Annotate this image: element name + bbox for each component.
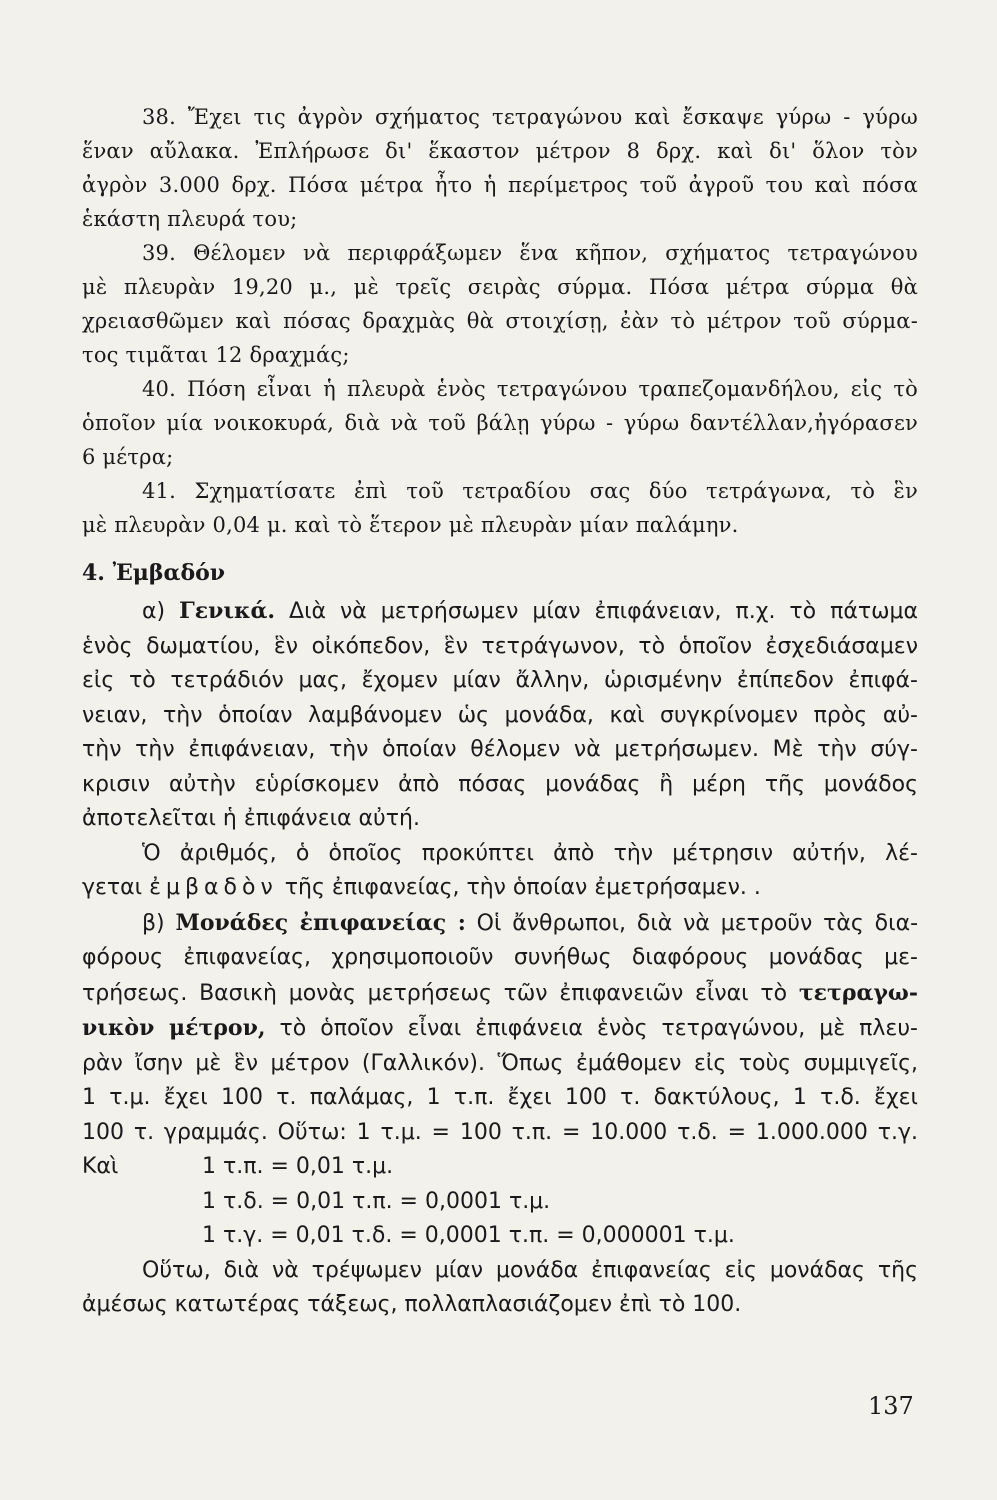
equation: 1 τ.γ. = 0,01 τ.δ. = 0,0001 τ.π. = 0,000001 τ.μ.: [202, 1223, 735, 1248]
equation-row: [82, 1219, 918, 1254]
page-number: 137: [868, 1392, 914, 1420]
exercise-41: [82, 474, 918, 542]
para-a-prefix: α): [142, 599, 166, 624]
para-b-line3: τρήσεως. Βασικὴ μονὰς μετρήσεως τῶν ἐπιφανειῶν εἶναι τὸ: [82, 980, 788, 1006]
exercise-line: μὲ πλευρὰν 0,04 μ. καὶ τὸ ἕτερον μὲ πλευρὰν μίαν παλάμην.: [82, 513, 739, 537]
paragraph-line: [82, 906, 918, 942]
paragraph-line: 100 τ. γραμμάς. Οὕτω: 1 τ.μ. = 100 τ.π. = 10.000 τ.δ. = 1.000.000 τ.γ.: [82, 1119, 918, 1145]
exercise-line: 41. Σχηματίσατε ἐπὶ τοῦ τετραδίου σας δύο τετράγωνα, τὸ ἓν: [142, 479, 918, 503]
paragraph-line: τὴν τὴν ἐπιφάνειαν, τὴν ὁποίαν θέλομεν νὰ μετρήσωμεν. Μὲ τὴν σύγ-: [82, 737, 918, 762]
paragraph-line: εἰς τὸ τετράδιόν μας, ἔχομεν μίαν ἄλλην, ὡρισμένην ἐπίπεδον ἐπιφά-: [82, 668, 918, 693]
para-a-pre: γεται: [82, 875, 143, 900]
paragraph-line: νειαν, τὴν ὁποίαν λαμβάνομεν ὡς μονάδα, καὶ συγκρίνομεν πρὸς αὐ-: [82, 702, 918, 728]
para-b-line4: τὸ ὁποῖον εἶναι ἐπιφάνεια ἑνὸς τετραγώνου, μὲ πλευ-: [279, 1016, 918, 1041]
paragraph-line: [82, 1011, 918, 1047]
equation: 1 τ.π. = 0,01 τ.μ.: [202, 1154, 394, 1179]
equation-row: [82, 1185, 918, 1220]
para-a-post: τῆς ἐπιφανείας, τὴν ὁποίαν ἐμετρήσαμεν. .: [284, 875, 761, 900]
paragraph-line: ἀμέσως κατωτέρας τάξεως, πολλαπλασιάζομεν ἐπὶ τὸ 100.: [82, 1292, 742, 1317]
exercise-line: ἀγρὸν 3.000 δρχ. Πόσα μέτρα ἦτο ἡ περίμετρος τοῦ ἀγροῦ του καὶ πόσα: [82, 173, 918, 197]
paragraph-line: ρὰν ἴσην μὲ ἓν μέτρον (Γαλλικόν). Ὅπως ἐμάθομεν εἰς τοὺς συμμιγεῖς,: [82, 1050, 918, 1076]
equations-label: Καὶ: [82, 1154, 119, 1179]
para-b-title: Μονάδες ἐπιφανείας :: [175, 909, 466, 936]
exercise-39: [82, 236, 918, 372]
exercise-line: 6 μέτρα;: [82, 445, 174, 469]
para-b-prefix: β): [142, 910, 165, 936]
para-a-first: Διὰ νὰ μετρήσωμεν μίαν ἐπιφάνειαν, π.χ. τὸ πάτωμα: [289, 599, 919, 624]
paragraph-line: ἑνὸς δωματίου, ἓν οἰκόπεδον, ἓν τετράγωνον, τὸ ὁποῖον ἐσχεδιάσαμεν: [82, 633, 918, 659]
exercise-line: 38. Ἔχει τις ἀγρὸν σχήματος τετραγώνου καὶ ἔσκαψε γύρω - γύρω: [142, 105, 918, 129]
equation: 1 τ.δ. = 0,01 τ.π. = 0,0001 τ.μ.: [202, 1188, 551, 1214]
paragraph-line: ἀποτελεῖται ἡ ἐπιφάνεια αὐτή.: [82, 806, 420, 831]
exercise-line: 40. Πόση εἶναι ἡ πλευρὰ ἑνὸς τετραγώνου τραπεζομανδήλου, εἰς τὸ: [142, 377, 918, 401]
exercise-line: χρειασθῶμεν καὶ πόσας δραχμὰς θὰ στοιχίσῃ, ἐὰν τὸ μέτρον τοῦ σύρμα-: [82, 309, 918, 333]
paragraph-a: [82, 594, 918, 906]
term-square-meter: τετραγω-: [798, 979, 918, 1006]
paragraph-line: φόρους ἐπιφανείας, χρησιμοποιοῦν συνήθως διαφόρους μονάδας με-: [82, 945, 918, 970]
para-a-title: Γενικά.: [179, 598, 276, 624]
paragraph-line: Ὁ ἀριθμός, ὁ ὁποῖος προκύπτει ἀπὸ τὴν μέτρησιν αὐτήν, λέ-: [142, 840, 918, 866]
exercise-line: μὲ πλευρὰν 19,20 μ., μὲ τρεῖς σειρὰς σύρμα. Πόσα μέτρα σύρμα θὰ: [82, 275, 918, 299]
paragraph-line: κρισιν αὐτὴν εὑρίσκομεν ἀπὸ πόσας μονάδας ἢ μέρη τῆς μονάδος: [82, 771, 918, 797]
exercise-line: ἕναν αὔλακα. Ἐπλήρωσε δι' ἕκαστον μέτρον 8 δρχ. καὶ δι' ὅλον τὸν: [82, 139, 918, 163]
exercise-line: ὁποῖον μία νοικοκυρά, διὰ νὰ τοῦ βάλῃ γύρω - γύρω δαντέλλαν,ἠγόρασεν: [82, 411, 918, 435]
closing-paragraph: [82, 1254, 918, 1323]
exercise-line: ἑκάστη πλευρά του;: [82, 207, 298, 231]
paragraph-line: [82, 871, 918, 906]
exercise-40: [82, 372, 918, 474]
paragraph-b: [82, 906, 918, 1151]
paragraph-line: 1 τ.μ. ἔχει 100 τ. παλάμας, 1 τ.π. ἔχει 100 τ. δακτύλους, 1 τ.δ. ἔχει: [82, 1085, 918, 1110]
equation-row: [82, 1150, 918, 1185]
equations-block: [82, 1150, 918, 1254]
exercise-line: 39. Θέλομεν νὰ περιφράξωμεν ἕνα κῆπον, σχήματος τετραγώνου: [142, 241, 918, 265]
exercise-38: [82, 100, 918, 236]
term-square-meter-cont: νικὸν μέτρον,: [82, 1015, 266, 1041]
paragraph-line: [82, 594, 918, 630]
para-b-first: Οἱ ἄνθρωποι, διὰ νὰ μετροῦν τὰς δια-: [476, 910, 919, 936]
exercise-line: τος τιμᾶται 12 δραχμάς;: [82, 343, 350, 367]
paragraph-line: Οὕτω, διὰ νὰ τρέψωμεν μίαν μονάδα ἐπιφανείας εἰς μονάδας τῆς: [142, 1257, 918, 1283]
section-heading: 4. Ἐμβαδόν: [82, 560, 226, 586]
page-body: [82, 100, 918, 1323]
term-embadon: ἐμβαδὸν: [149, 875, 278, 900]
paragraph-line: [82, 976, 918, 1012]
